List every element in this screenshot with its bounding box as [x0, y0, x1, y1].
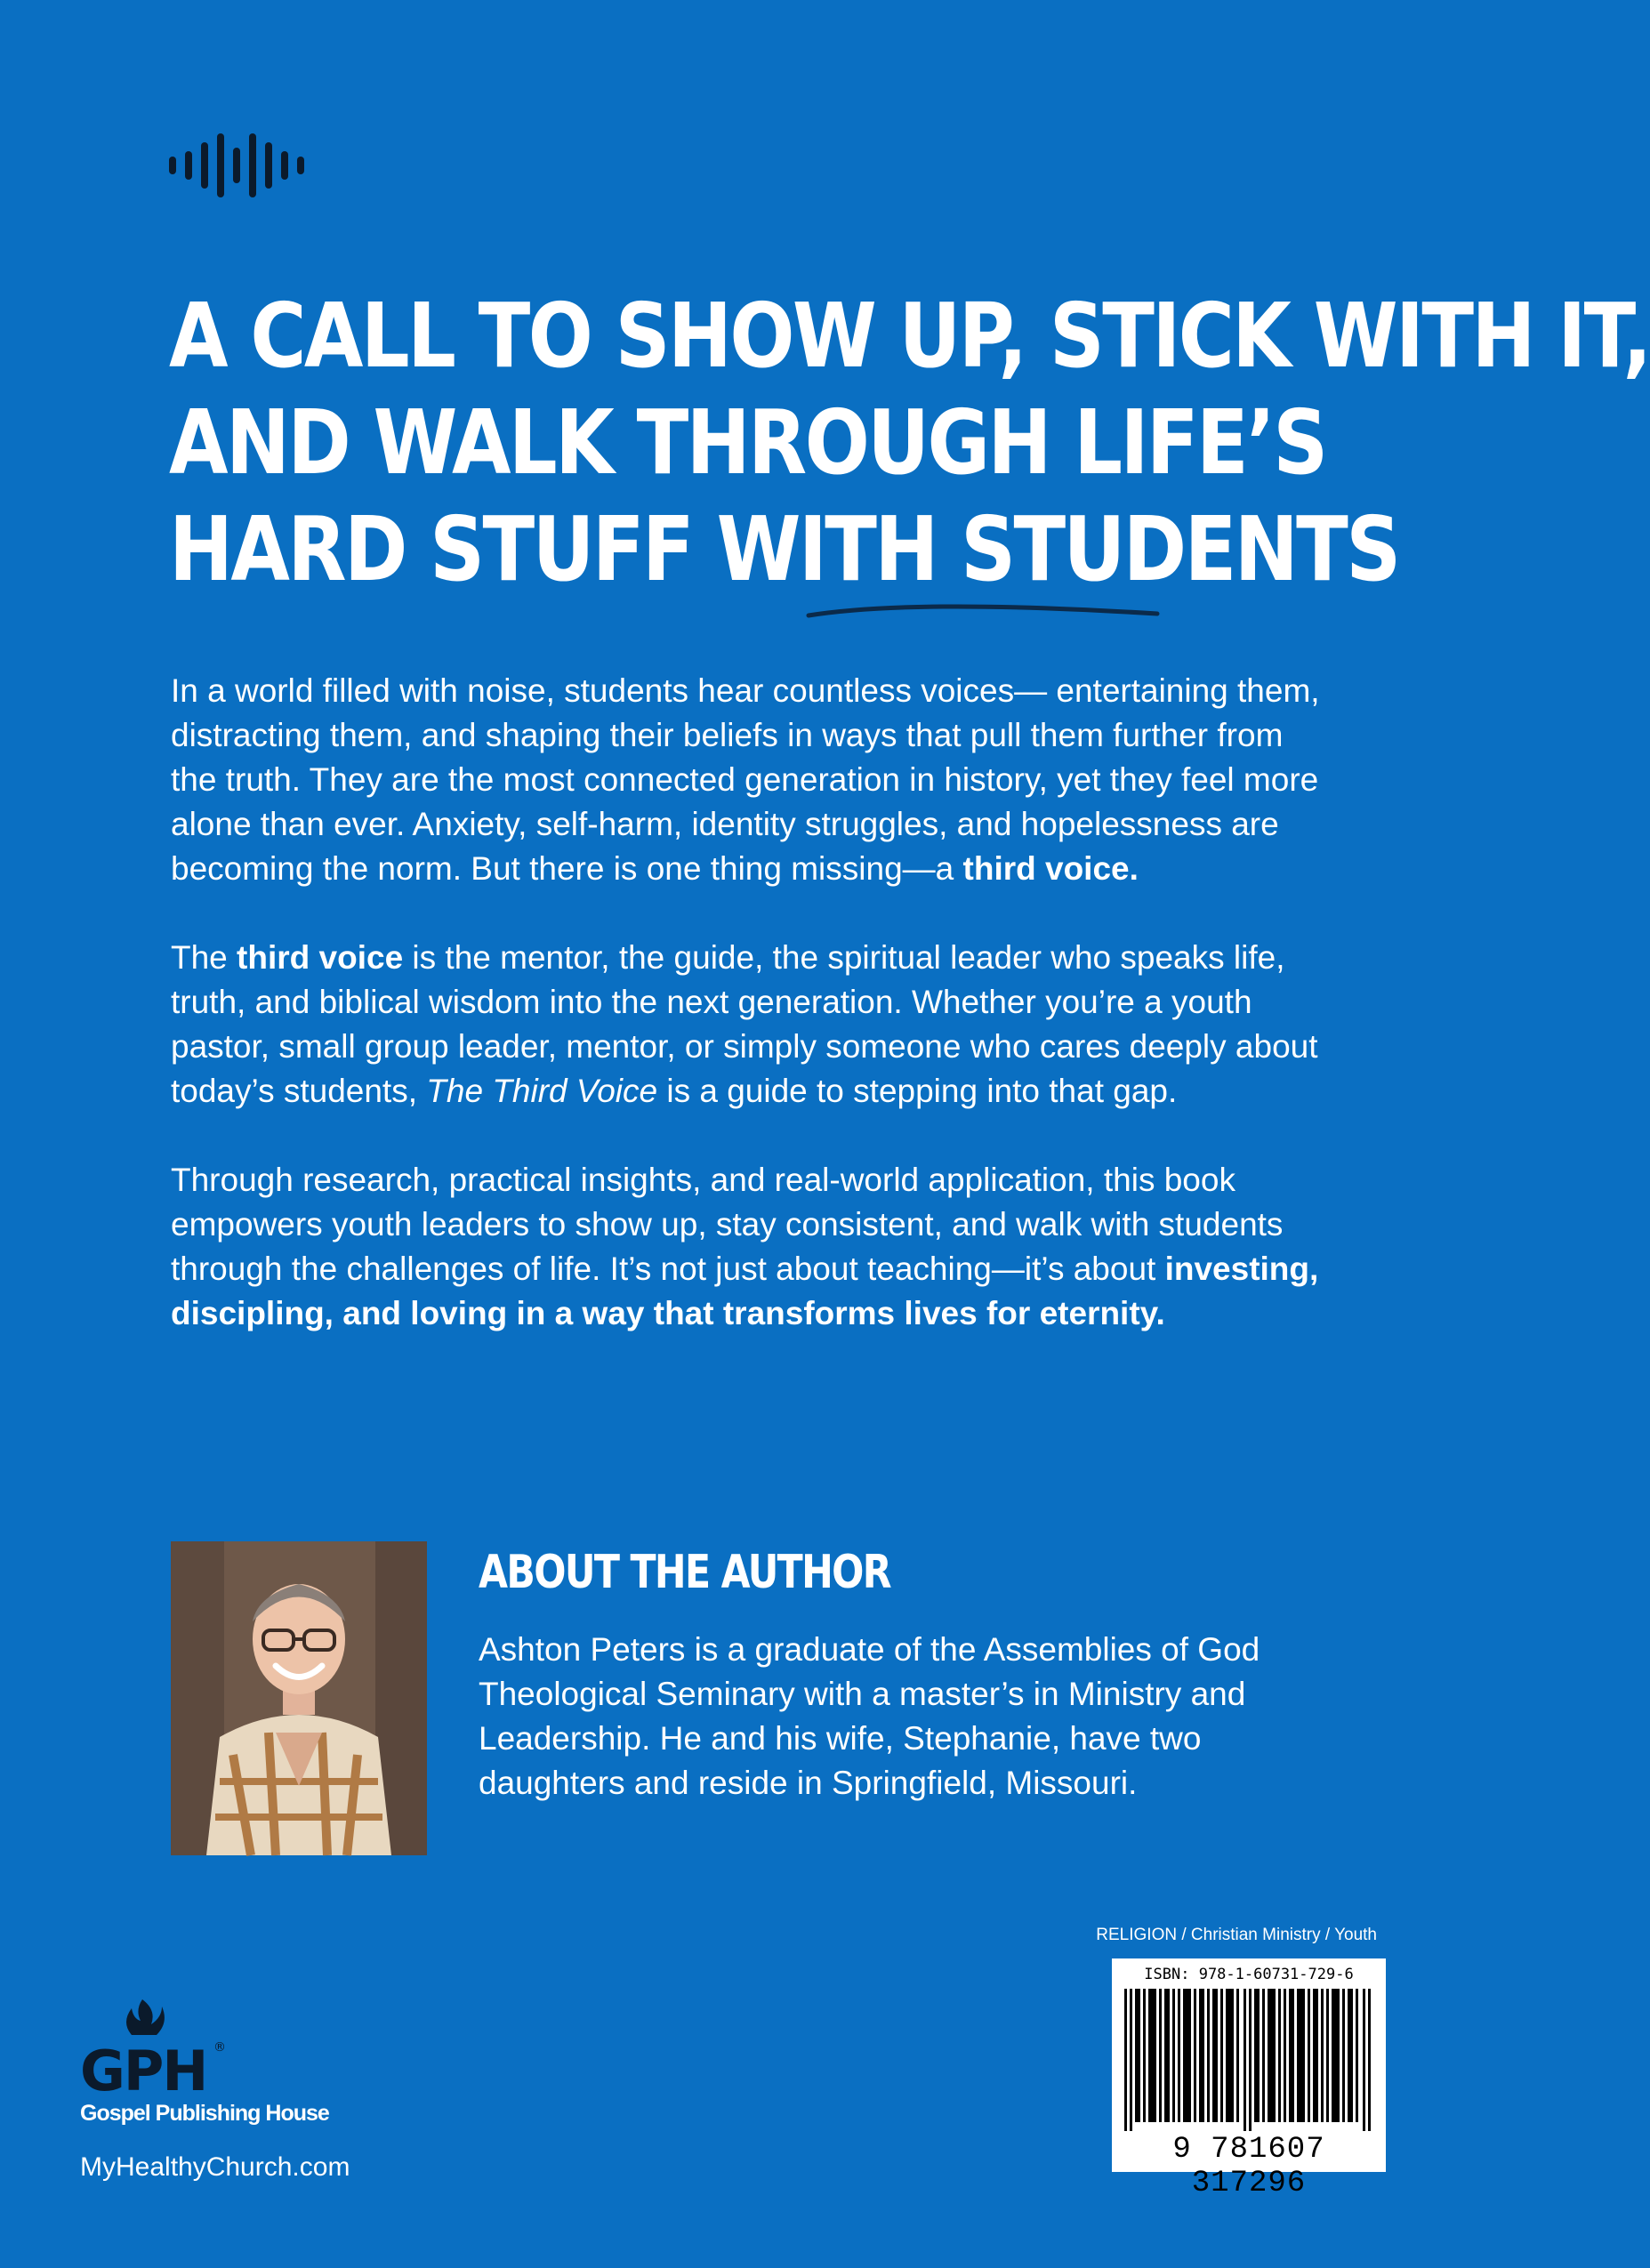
- svg-text:®: ®: [213, 2040, 226, 2055]
- barcode-digits: 9 781607 317296: [1172, 2133, 1325, 2200]
- headline-line-3-prefix: HARD STUFF WITH: [169, 497, 962, 601]
- isbn-barcode: [1112, 1958, 1386, 2200]
- description-paragraph-1: In a world filled with noise, students hear countless voices— entertaining them, distracting them, and shaping their beliefs in ways that pull them further from the truth. They are the most connected generation in history, yet they feel more alone than ever. Anxiety, self-harm, identity struggles, and hopelessness are becoming the norm. But there is one thing missing—a third voice.: [171, 672, 1320, 887]
- author-photo: [171, 1541, 427, 1855]
- author-bio: Ashton Peters is a graduate of the Assemblies of God Theological Seminary with a master’s in Ministry and Leadership. He and his wife, Stephanie, have two daughters and reside in Springfield, Missouri.: [479, 1631, 1260, 1801]
- audio-waveform-icon: [167, 133, 305, 197]
- barcode-bars: [1124, 1989, 1373, 2131]
- headline-line-3: [169, 496, 1399, 603]
- headline-emphasis: STUDENTS: [961, 497, 1399, 601]
- headline-line-2: AND WALK THROUGH LIFE’S: [169, 390, 1326, 495]
- book-title-italic: The Third Voice: [426, 1073, 658, 1109]
- bisac-category: RELIGION / Christian Ministry / Youth: [1096, 1926, 1377, 1944]
- handdrawn-underline: [805, 596, 1161, 631]
- isbn-number: ISBN: 978-1-60731-729-6: [1144, 1966, 1354, 1983]
- headline-line-1: A CALL TO SHOW UP, STICK WITH IT,: [169, 284, 1650, 388]
- gph-logo: [80, 1992, 276, 2103]
- publisher-name: Gospel Publishing House: [80, 2101, 329, 2126]
- description-paragraph-3: Through research, practical insights, and real-world application, this book empowers youth leaders to show up, stay consistent, and walk with students through the challenges of life. It’s not just about teaching—it’s about investing, discipling, and loving in a way that transforms lives for eternity.: [171, 1162, 1319, 1331]
- emphasis-third-voice: third voice.: [962, 850, 1139, 887]
- about-author-heading: ABOUT THE AUTHOR: [479, 1546, 890, 1599]
- book-description: [171, 669, 1327, 1380]
- emphasis-investing: investing, discipling, and loving in a way that transforms lives for eternity.: [171, 1251, 1319, 1331]
- publisher-website: MyHealthyChurch.com: [80, 2152, 350, 2182]
- description-paragraph-2: The third voice is the mentor, the guide, the spiritual leader who speaks life, truth, and biblical wisdom into the next generation. Whether you’re a youth pastor, small group leader, mentor, or simply someone who cares deeply about today’s students, The Third Voice is a guide to stepping into that gap.: [171, 939, 1318, 1109]
- emphasis-third-voice-2: third voice: [237, 939, 404, 976]
- headline: [169, 283, 1650, 603]
- svg-text:GPH: GPH: [80, 2039, 207, 2103]
